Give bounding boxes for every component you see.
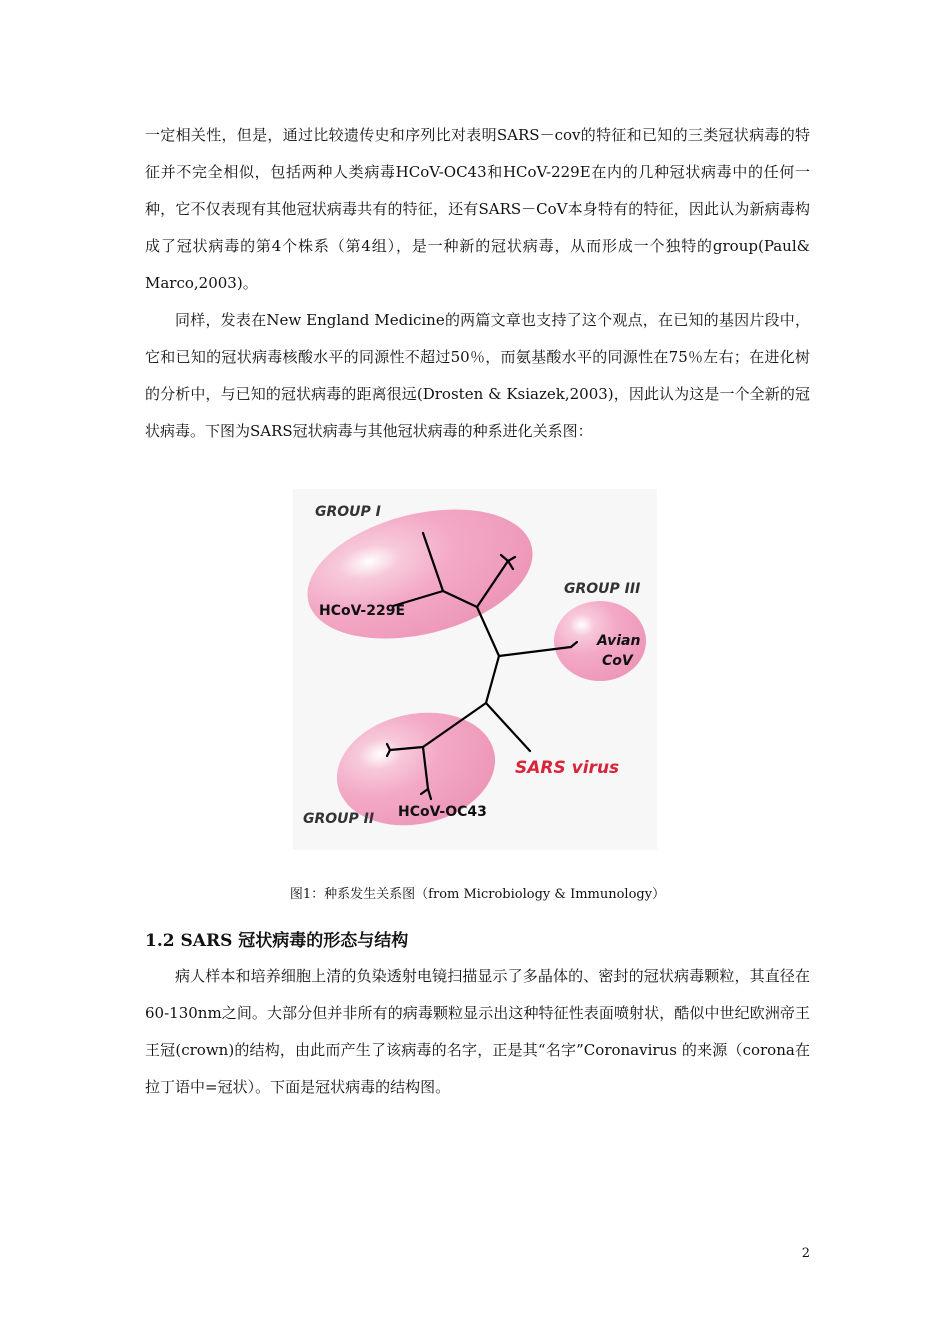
group-3-label: GROUP III bbox=[564, 581, 641, 597]
avian-label: Avian bbox=[597, 633, 641, 649]
section-heading: 1.2 SARS 冠状病毒的形态与结构 bbox=[145, 931, 409, 951]
paragraph-1: 一定相关性，但是，通过比较遗传史和序列比对表明SARS－cov的特征和已知的三类冠状病毒的特征并不完全相似，包括两种人类病毒HCoV-OC43和HCoV-229E在内的几种冠状病毒中的任何一种，它不仅表现有其他冠状病毒共有的特征，还有SARS－CoV本身特有的特征，因此认为新病毒构成了冠状病毒的第4个株系（第4组），是一种新的冠状病毒，从而形成一个独特的group(Paul& Marco,2003)。 bbox=[145, 126, 810, 292]
paragraph-3: 病人样本和培养细胞上清的负染透射电镜扫描显示了多晶体的、密封的冠状病毒颗粒，其直径在60-130nm之间。大部分但并非所有的病毒颗粒显示出这种特征性表面喷射状，酷似中世纪欧洲帝王王冠(crown)的结构，由此而产生了该病毒的名字，正是其“名字”Coronavirus 的来源（corona在拉丁语中=冠状）。下面是冠状病毒的结构图。 bbox=[145, 967, 810, 1096]
sars-virus-label: SARS virus bbox=[515, 758, 620, 778]
group-2-label: GROUP II bbox=[303, 811, 375, 827]
hcov-oc43-label: HCoV-OC43 bbox=[398, 804, 487, 820]
group-1-label: GROUP I bbox=[315, 504, 381, 520]
figure-caption: 图1：种系发生关系图（from Microbiology & Immunology） bbox=[289, 887, 666, 902]
phylogenetic-tree-figure bbox=[293, 489, 657, 850]
paragraph-2: 同样，发表在New England Medicine的两篇文章也支持了这个观点，在已知的基因片段中，它和已知的冠状病毒核酸水平的同源性不超过50％，而氨基酸水平的同源性在75％左右；在进化树的分析中，与已知的冠状病毒的距离很远(Drosten & Ksiazek,2003)，因此认为这是一个全新的冠状病毒。下图为SARS冠状病毒与其他冠状病毒的种系进化关系图： bbox=[145, 311, 810, 440]
cov-label: CoV bbox=[602, 653, 633, 669]
hcov-229e-label: HCoV-229E bbox=[319, 603, 406, 619]
page-number: 2 bbox=[801, 1246, 810, 1261]
phylogenetic-tree-svg bbox=[293, 489, 657, 850]
